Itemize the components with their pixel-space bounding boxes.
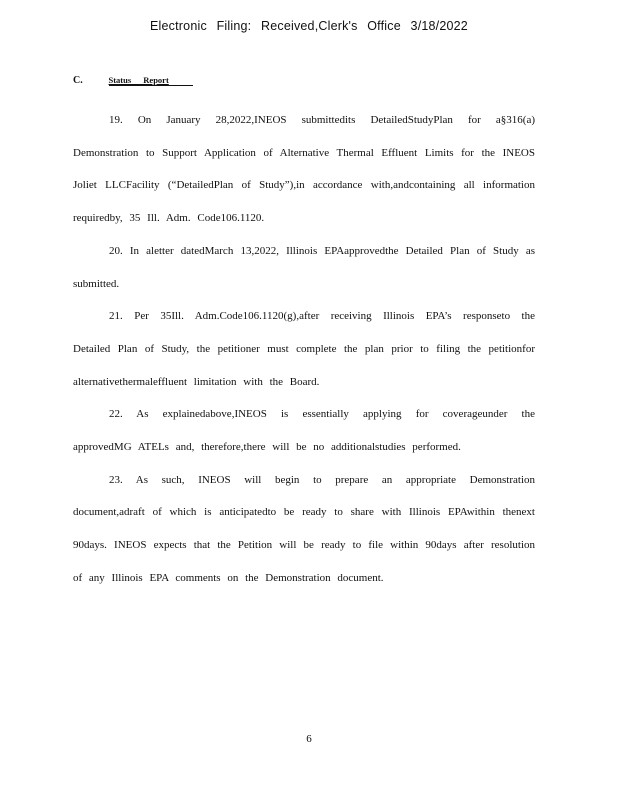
paragraph-21: 21. Per 35Ill. Adm.Code106.1120(g),after receiving Illinois EPA’s responseto the Detailed Plan of Study, the petitioner must complete the plan prior to filing the petitionfor alternativethermaleffluent limitation with the Board. [73, 310, 535, 388]
section-letter: C. [73, 75, 83, 86]
filing-header: Electronic Filing: Received,Clerk's Office 3/18/2022 [150, 19, 468, 33]
document-body [73, 104, 535, 595]
paragraph-22: 22. As explainedabove,INEOS is essentially applying for coverageunder the approvedMG ATELs and, therefore,there will be no additionalstudies performed. [73, 408, 535, 454]
paragraph-20: 20. In aletter datedMarch 13,2022, Illinois EPAapprovedthe Detailed Plan of Study as submitted. [73, 244, 535, 290]
paragraph-19: 19. On January 28,2022,INEOS submittedits DetailedStudyPlan for a§316(a) Demonstration to Support Application of Alternative Thermal Effluent Limits for the INEOS Joliet LLCFacility (“DetailedPlan of Study”),in accordance with,andcontaining all information requiredby, 35 Ill. Adm. Code106.1120. [73, 114, 535, 225]
section-title: Status Report [109, 75, 193, 86]
paragraph-23: 23. As such, INEOS will begin to prepare an appropriate Demonstration document,adraft of which is anticipatedto be ready to share with Illinois EPAwithin thenext 90days. INEOS expects that the Petition will be ready to file within 90days after resolution of any Illinois EPA comments on the Demonstration document. [73, 473, 535, 584]
section-heading [73, 75, 193, 86]
page-number: 6 [306, 733, 312, 745]
